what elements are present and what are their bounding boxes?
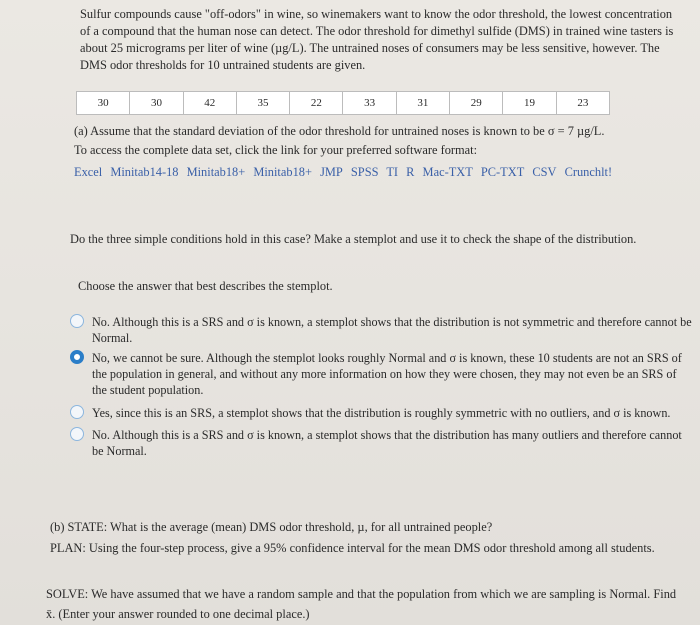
link-crunchit[interactable]: Crunchlt! (564, 165, 613, 179)
radio-button[interactable] (70, 314, 84, 328)
link-mac-txt[interactable]: Mac-TXT (422, 165, 473, 179)
part-b-plan: PLAN: Using the four-step process, give a 95% confidence interval for the mean DMS odor threshold among all students. (50, 541, 655, 555)
odor-threshold-table (76, 91, 610, 115)
table-cell: 23 (556, 92, 609, 115)
link-ti[interactable]: TI (386, 165, 399, 179)
table-row (77, 92, 610, 115)
link-excel[interactable]: Excel (74, 165, 103, 179)
link-minitab18-plus-alt[interactable]: Minitab18+ (253, 165, 312, 179)
part-b-state: (b) STATE: What is the average (mean) DMS odor threshold, µ, for all untrained people? (50, 520, 493, 534)
choice-prompt: Choose the answer that best describes the stemplot. (78, 279, 333, 293)
part-a-text: (a) Assume that the standard deviation of the odor threshold for untrained noses is known to be σ = 7 µg/L. (74, 124, 605, 138)
table-cell: 22 (290, 92, 343, 115)
choice-text: Yes, since this is an SRS, a stemplot shows that the distribution is roughly symmetric with no outliers, and σ is known. (92, 406, 671, 420)
link-r[interactable]: R (406, 165, 415, 179)
link-pc-txt[interactable]: PC-TXT (480, 165, 525, 179)
link-minitab18-plus[interactable]: Minitab18+ (186, 165, 246, 179)
solve-text: SOLVE: We have assumed that we have a random sample and that the population from which we are sampling is Normal. Find (46, 587, 677, 601)
software-links (74, 165, 617, 180)
table-cell: 30 (130, 92, 183, 115)
table-cell: 29 (450, 92, 503, 115)
table-cell: 31 (396, 92, 449, 115)
link-csv[interactable]: CSV (532, 165, 557, 179)
radio-button[interactable] (70, 427, 84, 441)
choice-text: No. Although this is a SRS and σ is known, a stemplot shows that the distribution has many outliers and therefore cannot be Normal. (92, 428, 682, 458)
radio-button[interactable] (70, 405, 84, 419)
table-cell: 35 (236, 92, 289, 115)
link-spss[interactable]: SPSS (350, 165, 379, 179)
link-jmp[interactable]: JMP (320, 165, 343, 179)
choice-text: No. Although this is a SRS and σ is known, a stemplot shows that the distribution is not symmetric and therefore cannot be Normal. (92, 315, 692, 345)
table-cell: 30 (77, 92, 130, 115)
solve-instruction: x̄. (Enter your answer rounded to one decimal place.) (46, 607, 310, 621)
data-access-text: To access the complete data set, click the link for your preferred software format: (74, 143, 478, 157)
link-minitab14-18[interactable]: Minitab14-18 (110, 165, 179, 179)
conditions-question: Do the three simple conditions hold in this case? Make a stemplot and use it to check the shape of the distribution. (70, 232, 637, 246)
table-cell: 33 (343, 92, 396, 115)
choice-text: No, we cannot be sure. Although the stemplot looks roughly Normal and σ is known, these 10 students are not an SRS of the population in general, and without any more information on how they were chosen, they may not even be an SRS of the student population. (92, 351, 682, 397)
radio-button-selected[interactable] (70, 350, 84, 364)
table-cell: 42 (183, 92, 236, 115)
problem-intro: Sulfur compounds cause "off-odors" in wine, so winemakers want to know the odor threshold, the lowest concentration of a compound that the human nose can detect. The odor threshold for dimethyl sulfide (DMS) in trained wine tasters is about 25 micrograms per liter of wine (µg/L). The untrained noses of consumers may be less sensitive, however. The DMS odor thresholds for 10 untrained students are given. (80, 7, 674, 72)
table-cell: 19 (503, 92, 556, 115)
